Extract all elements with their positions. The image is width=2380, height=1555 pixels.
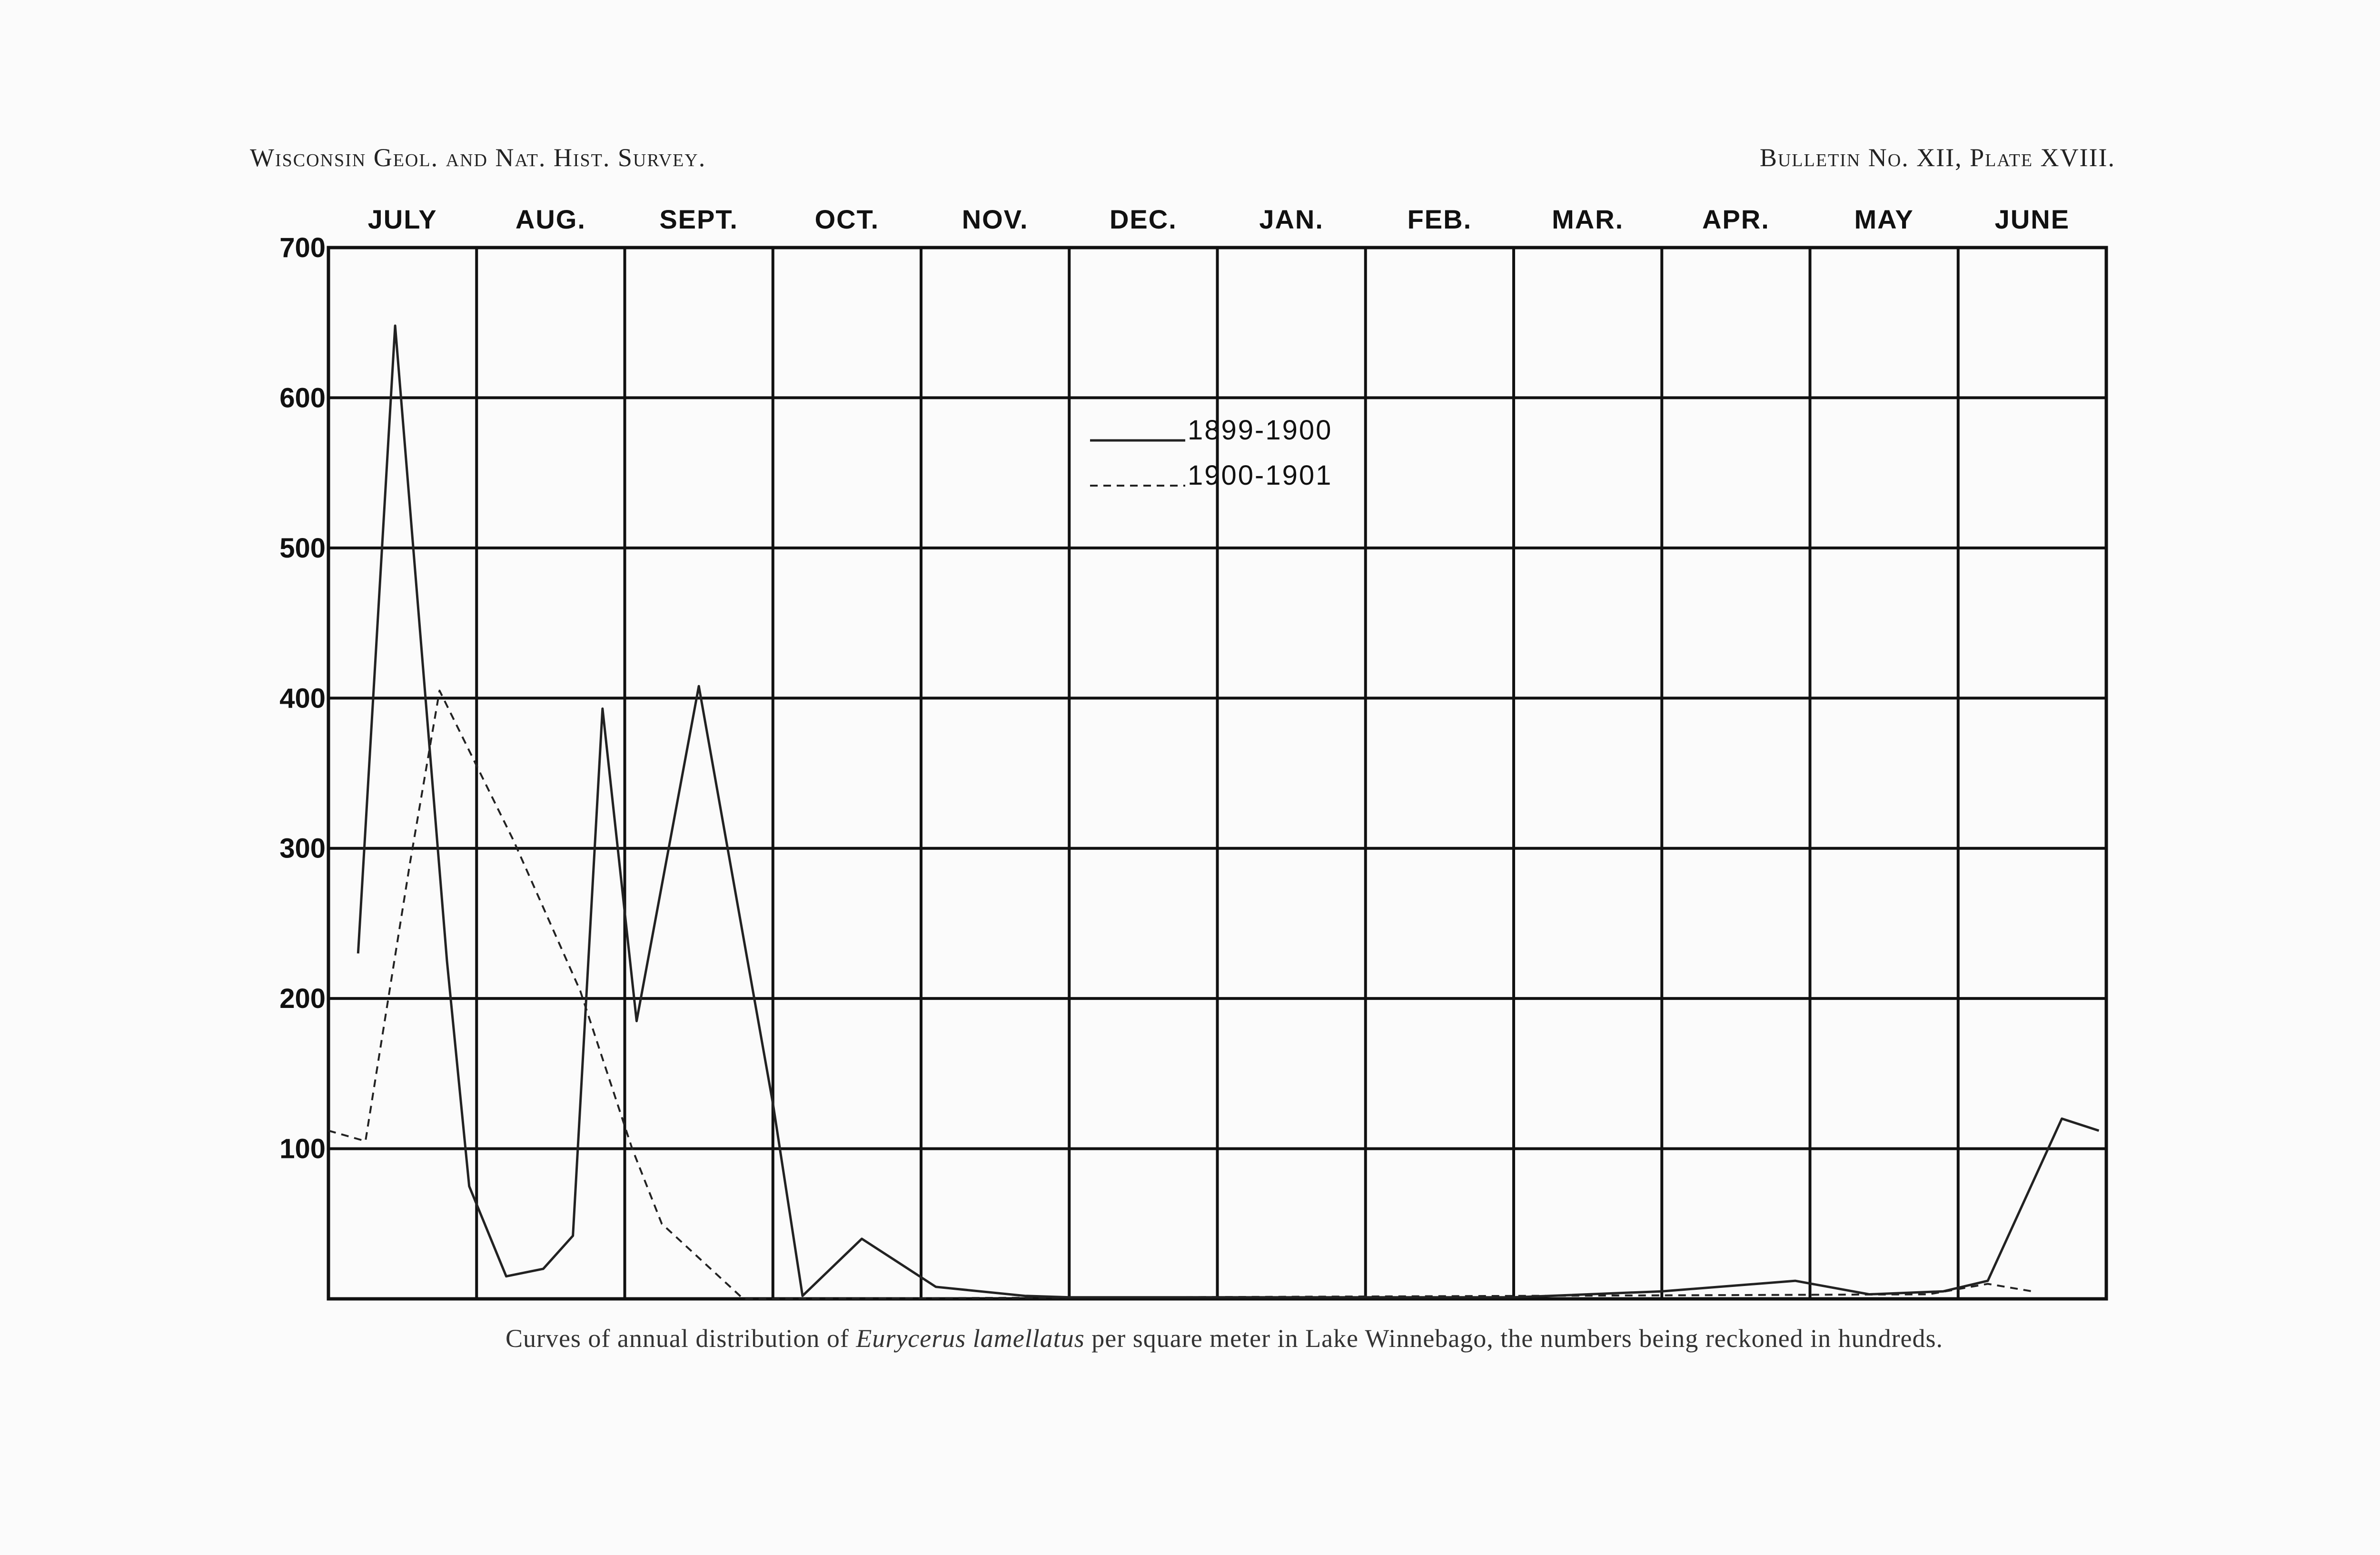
month-label: DEC. xyxy=(1109,204,1177,234)
y-tick-label: 600 xyxy=(279,382,326,414)
y-tick-labels xyxy=(279,232,326,1165)
legend-label: 1900-1901 xyxy=(1188,460,1333,491)
caption-species: Eurycerus lamellatus xyxy=(856,1324,1085,1353)
legend-label: 1899-1900 xyxy=(1188,415,1333,446)
legend xyxy=(1090,415,1332,491)
month-label: NOV. xyxy=(962,204,1029,234)
month-label: JULY xyxy=(367,204,437,234)
month-label: FEB. xyxy=(1407,204,1472,234)
caption-after: per square meter in Lake Winnebago, the numbers being reckoned in hundreds. xyxy=(1084,1324,1944,1353)
month-labels xyxy=(368,204,2070,234)
month-label: JAN. xyxy=(1259,204,1324,234)
caption xyxy=(0,1324,2380,1353)
y-tick-label: 500 xyxy=(279,532,326,564)
chart-grid xyxy=(328,248,2106,1299)
month-label: AUG. xyxy=(515,204,586,234)
y-tick-label: 400 xyxy=(279,683,326,714)
month-label: JUNE xyxy=(1994,204,2070,234)
month-label: OCT. xyxy=(814,204,880,234)
y-tick-label: 700 xyxy=(279,232,326,263)
month-label: MAY xyxy=(1854,204,1914,234)
y-tick-label: 200 xyxy=(279,983,326,1015)
month-label: MAR. xyxy=(1552,204,1624,234)
month-label: SEPT. xyxy=(659,204,738,234)
header-right: Bulletin No. XII, Plate XVIII. xyxy=(1759,143,2115,172)
month-label: APR. xyxy=(1702,204,1770,234)
y-tick-label: 100 xyxy=(279,1133,326,1165)
caption-before: Curves of annual distribution of xyxy=(505,1324,856,1353)
y-tick-label: 300 xyxy=(279,833,326,864)
series-line-1900-1901 xyxy=(328,691,2032,1299)
header-left: Wisconsin Geol. and Nat. Hist. Survey. xyxy=(250,143,706,172)
